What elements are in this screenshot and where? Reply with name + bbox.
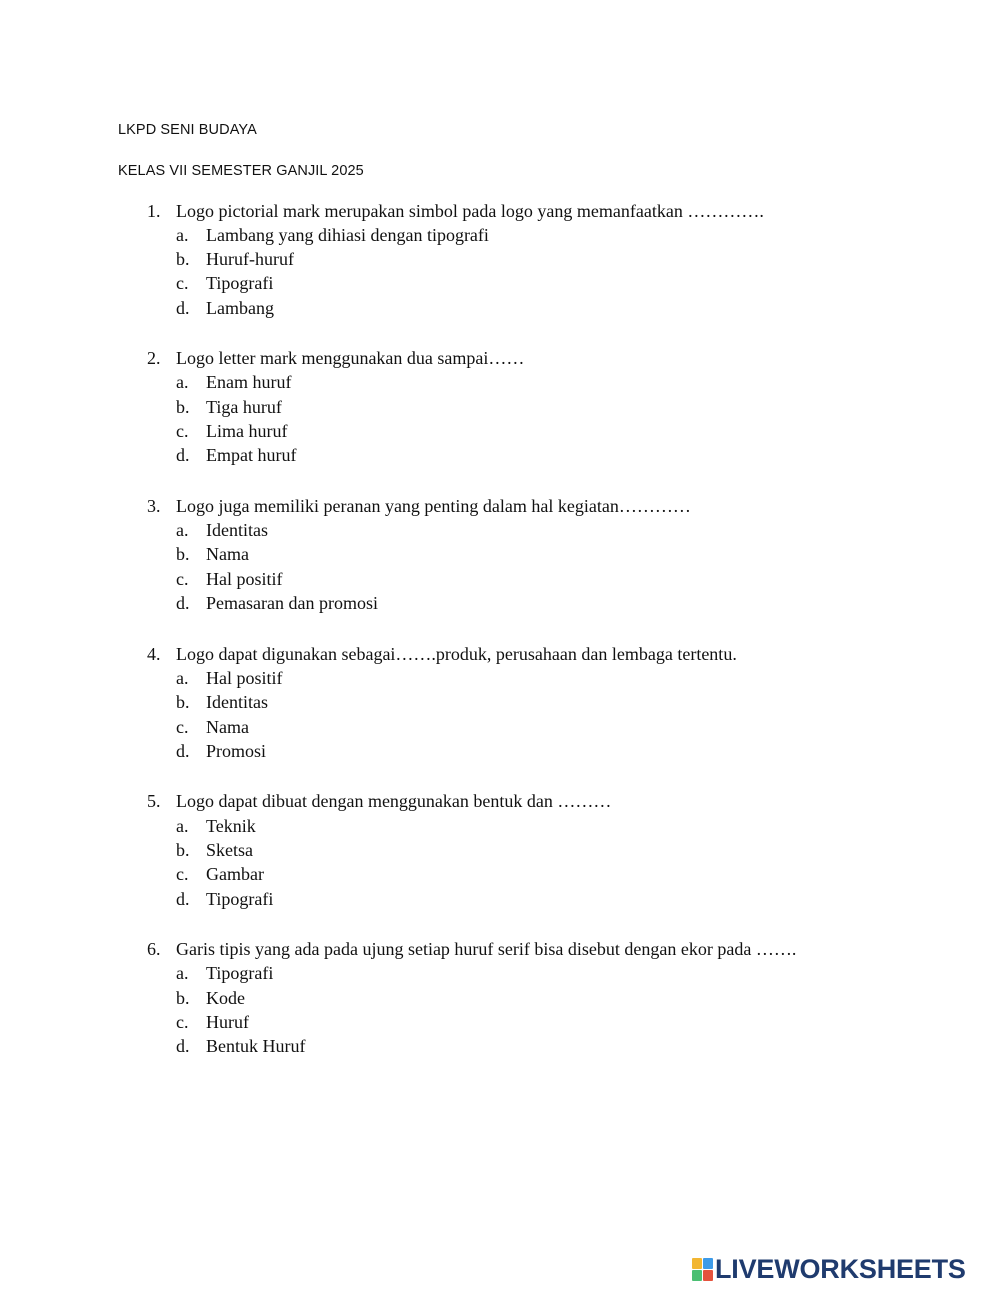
option-letter: d. [176, 741, 190, 761]
option-text[interactable]: Tipografi [206, 889, 274, 909]
option-letter: c. [176, 569, 189, 589]
question-number: 4. [147, 644, 161, 664]
option-text[interactable]: Huruf [206, 1012, 249, 1032]
question-text: Logo dapat digunakan sebagai…….produk, perusahaan dan lembaga tertentu. [176, 644, 737, 664]
option-text[interactable]: Promosi [206, 741, 267, 761]
option-text[interactable]: Nama [206, 544, 249, 564]
question-number: 5. [147, 791, 161, 811]
option-letter: b. [176, 840, 190, 860]
option-letter: a. [176, 816, 189, 836]
question-number: 6. [147, 939, 161, 959]
option-text[interactable]: Tiga huruf [206, 397, 282, 417]
question-number: 3. [147, 496, 161, 516]
option-text[interactable]: Gambar [206, 864, 264, 884]
option-letter: d. [176, 1036, 190, 1056]
liveworksheets-logo-icon [692, 1258, 712, 1280]
worksheet-subtitle: KELAS VII SEMESTER GANJIL 2025 [118, 163, 364, 179]
question-text: Garis tipis yang ada pada ujung setiap huruf serif bisa disebut dengan ekor pada ……. [176, 939, 797, 959]
option-letter: b. [176, 249, 190, 269]
option-letter: a. [176, 668, 189, 688]
option-text[interactable]: Tipografi [206, 963, 274, 983]
option-text[interactable]: Hal positif [206, 569, 283, 589]
question-text: Logo dapat dibuat dengan menggunakan bentuk dan ……… [176, 791, 612, 811]
option-letter: a. [176, 520, 189, 540]
option-text[interactable]: Teknik [206, 816, 256, 836]
option-text[interactable]: Kode [206, 988, 245, 1008]
option-text[interactable]: Huruf-huruf [206, 249, 294, 269]
brand-text: LIVEWORKSHEETS [715, 1253, 966, 1284]
question-text: Logo pictorial mark merupakan simbol pada logo yang memanfaatkan …………. [176, 201, 764, 221]
option-letter: a. [176, 372, 189, 392]
option-letter: b. [176, 692, 190, 712]
option-letter: d. [176, 593, 190, 613]
question-text: Logo letter mark menggunakan dua sampai…… [176, 348, 525, 368]
option-letter: b. [176, 544, 190, 564]
option-text[interactable]: Pemasaran dan promosi [206, 593, 378, 613]
worksheet-title: LKPD SENI BUDAYA [118, 122, 257, 138]
option-text[interactable]: Lima huruf [206, 421, 288, 441]
option-letter: c. [176, 273, 189, 293]
option-letter: d. [176, 445, 190, 465]
option-text[interactable]: Hal positif [206, 668, 283, 688]
option-text[interactable]: Enam huruf [206, 372, 292, 392]
question-text: Logo juga memiliki peranan yang penting dalam hal kegiatan………… [176, 496, 691, 516]
option-letter: c. [176, 864, 189, 884]
option-letter: b. [176, 397, 190, 417]
option-letter: d. [176, 889, 190, 909]
option-text[interactable]: Identitas [206, 520, 268, 540]
option-text[interactable]: Nama [206, 717, 249, 737]
liveworksheets-brand [692, 1254, 966, 1284]
option-letter: a. [176, 963, 189, 983]
option-letter: c. [176, 1012, 189, 1032]
option-text[interactable]: Identitas [206, 692, 268, 712]
option-text[interactable]: Bentuk Huruf [206, 1036, 306, 1056]
option-letter: a. [176, 225, 189, 245]
option-letter: d. [176, 298, 190, 318]
option-text[interactable]: Lambang [206, 298, 274, 318]
option-text[interactable]: Tipografi [206, 273, 274, 293]
option-text[interactable]: Empat huruf [206, 445, 297, 465]
question-number: 2. [147, 348, 161, 368]
option-letter: b. [176, 988, 190, 1008]
option-letter: c. [176, 717, 189, 737]
option-letter: c. [176, 421, 189, 441]
option-text[interactable]: Sketsa [206, 840, 253, 860]
option-text[interactable]: Lambang yang dihiasi dengan tipografi [206, 225, 489, 245]
question-number: 1. [147, 201, 161, 221]
